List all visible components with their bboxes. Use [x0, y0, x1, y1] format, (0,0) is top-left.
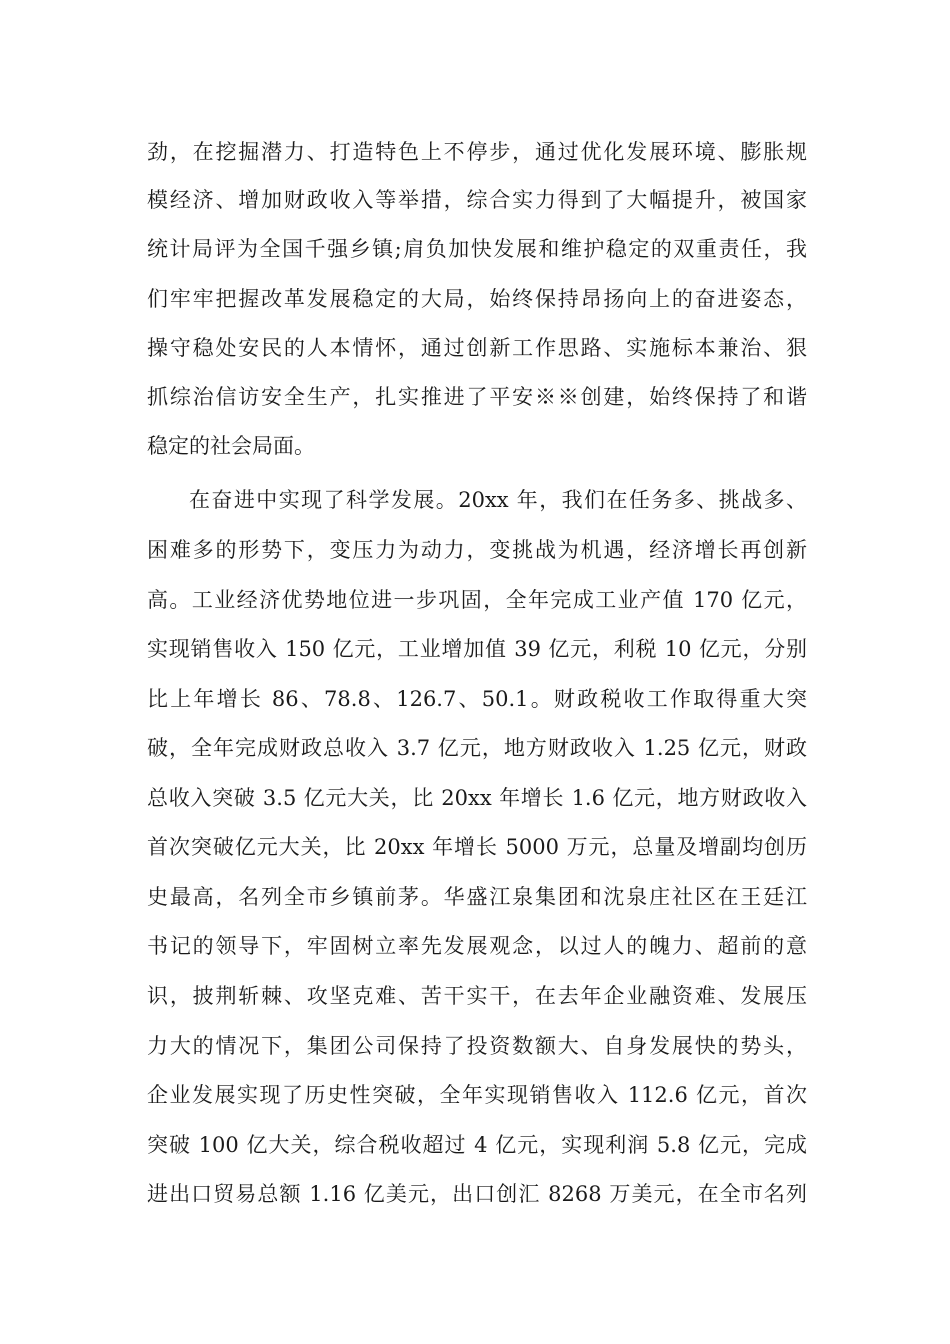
text-line: 劲，在挖掘潜力、打造特色上不停步，通过优化发展环境、膨胀规 — [147, 140, 807, 164]
text-line: 模经济、增加财政收入等举措，综合实力得到了大幅提升，被国家 — [147, 188, 807, 212]
text-line: 们牢牢把握改革发展稳定的大局，始终保持昂扬向上的奋进姿态， — [147, 287, 807, 311]
text-line: 破，全年完成财政总收入 3.7 亿元，地方财政收入 1.25 亿元，财政 — [147, 736, 807, 760]
text-line: 进出口贸易总额 1.16 亿美元，出口创汇 8268 万美元，在全市名列 — [147, 1182, 807, 1206]
text-line: 企业发展实现了历史性突破，全年实现销售收入 112.6 亿元，首次 — [147, 1083, 807, 1107]
paragraph-first-line: 在奋进中实现了科学发展。20xx 年，我们在任务多、挑战多、 — [189, 488, 807, 512]
text-line: 总收入突破 3.5 亿元大关，比 20xx 年增长 1.6 亿元，地方财政收入 — [147, 786, 807, 810]
text-line: 首次突破亿元大关，比 20xx 年增长 5000 万元，总量及增副均创历 — [147, 835, 807, 859]
text-line: 书记的领导下，牢固树立率先发展观念，以过人的魄力、超前的意 — [147, 934, 807, 958]
text-line: 抓综治信访安全生产，扎实推进了平安※※创建，始终保持了和谐 — [147, 385, 807, 409]
text-line: 高。工业经济优势地位进一步巩固，全年完成工业产值 170 亿元， — [147, 588, 807, 612]
text-line: 统计局评为全国千强乡镇;肩负加快发展和维护稳定的双重责任，我 — [147, 237, 807, 261]
text-line: 史最高，名列全市乡镇前茅。华盛江泉集团和沈泉庄社区在王廷江 — [147, 885, 807, 909]
text-line: 困难多的形势下，变压力为动力，变挑战为机遇，经济增长再创新 — [147, 538, 807, 562]
text-line: 操守稳处安民的人本情怀，通过创新工作思路、实施标本兼治、狠 — [147, 336, 807, 360]
text-line: 力大的情况下，集团公司保持了投资数额大、自身发展快的势头， — [147, 1034, 807, 1058]
text-line: 识，披荆斩棘、攻坚克难、苦干实干，在去年企业融资难、发展压 — [147, 984, 807, 1008]
text-line: 稳定的社会局面。 — [147, 434, 315, 458]
text-line: 比上年增长 86、78.8、126.7、50.1。财政税收工作取得重大突 — [147, 687, 807, 711]
text-line: 实现销售收入 150 亿元，工业增加值 39 亿元，利税 10 亿元，分别 — [147, 637, 807, 661]
text-line: 突破 100 亿大关，综合税收超过 4 亿元，实现利润 5.8 亿元，完成 — [147, 1133, 807, 1157]
